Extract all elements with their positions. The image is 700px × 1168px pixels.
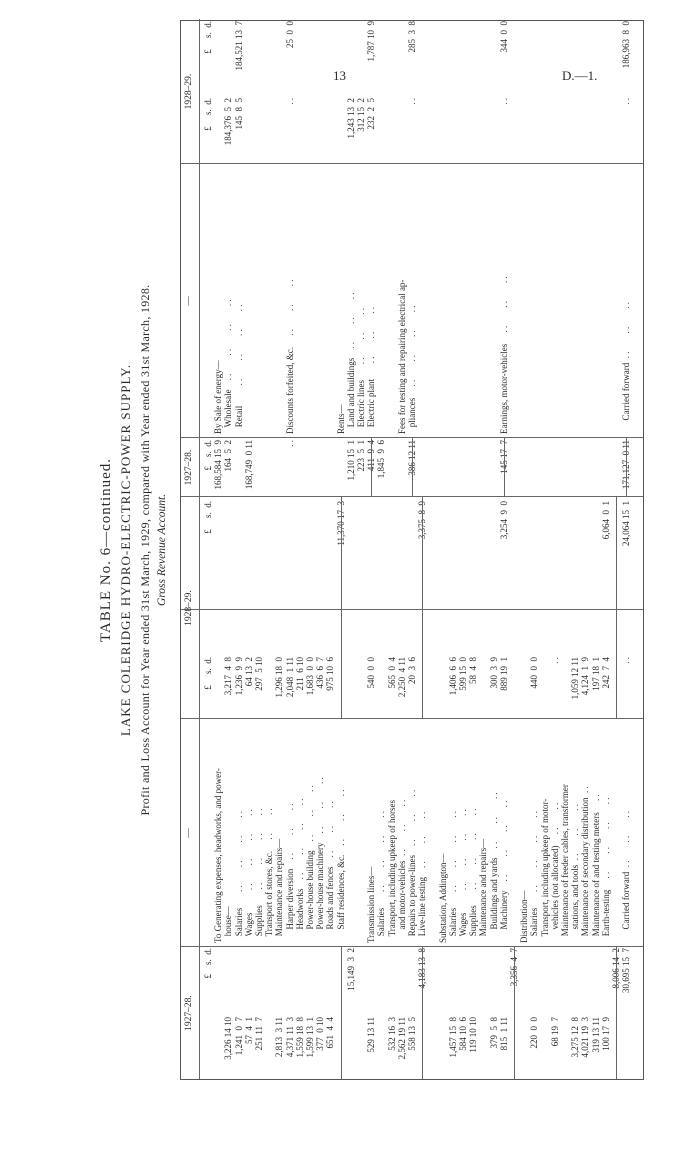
prev-year-item-amount: 815 1 11	[498, 1017, 509, 1051]
prev-year-item-amount: 3,275 12 8	[570, 1017, 581, 1058]
income-cur-year-item-amount: . .	[407, 98, 417, 105]
income-cur-year-total-amount: 285 3 8	[407, 21, 417, 53]
expenditure-item-label: Salaries . . . . . . . .	[447, 811, 458, 943]
income-cur-year-total-amount: £ s. d.	[203, 21, 213, 54]
income-cur-year-item-amount: 312 15 2	[356, 98, 366, 132]
expenditure-item-label: Maintenance of secondary distribution . .	[580, 786, 591, 943]
prev-year-item-amount: 3,226 14 10	[223, 1017, 234, 1060]
prev-year-total-amount: £ s. d.	[203, 948, 213, 979]
income-cur-year-item-amount: . .	[621, 98, 632, 105]
parliamentary-paper-code: D.—1.	[562, 68, 598, 83]
income-cur-year-total-amount: 1,787 10 9	[366, 21, 377, 62]
cur-year-item-amount: 599 15 0	[458, 657, 468, 691]
cur-year-item-amount: 1,236 9 9	[233, 657, 244, 696]
expenditure-item-label: Salaries . . . . . . . .	[376, 811, 387, 943]
income-prev-year-amount: 164 5 2	[223, 440, 234, 472]
subtotal-rule	[341, 947, 342, 1079]
expenditure-item-label: house—	[223, 906, 234, 943]
income-cur-year-item-amount: £ s. d.	[203, 98, 213, 131]
prev-year-item-amount: 1,241 0 7	[233, 1017, 244, 1056]
cur-year-total-amount: 24,064 15 1	[621, 501, 632, 546]
subtotal-rule	[514, 947, 515, 1079]
expenditure-item-label: Carried forward . . . . . .	[621, 811, 632, 943]
income-cur-year-item-amount: 232 2 5	[366, 98, 377, 130]
prev-year-item-amount: 529 13 11	[366, 1017, 377, 1053]
prev-year-total-amount: 30,695 15 7	[621, 948, 632, 993]
expenditure-item-label: To Generating expenses, headworks, and power-	[213, 768, 224, 943]
expenditure-item-label: Transmission lines—	[366, 866, 377, 943]
income-prev-year-amount: 223 5 1	[356, 440, 366, 472]
subtotal-rule	[626, 438, 627, 497]
expenditure-item-label: Salaries . . . . . . . .	[529, 811, 540, 943]
expenditure-item-label: Maintenance and repairs—	[478, 838, 489, 943]
section-title: Gross Revenue Account.	[156, 493, 168, 607]
prev-year-item-amount: 57 4 1	[243, 1017, 254, 1044]
prev-year-total-amount: 8,006 14 2	[611, 948, 621, 989]
expenditure-item-label: Maintenance of and testing meters . .	[590, 794, 601, 943]
cur-year-item-amount: 20 3 6	[407, 657, 417, 684]
cur-year-item-amount: 2,250 4 11	[396, 657, 407, 698]
expenditure-item-label: and motor-vehicles . . . . . .	[396, 799, 407, 943]
prev-year-item-amount: 100 17 9	[600, 1017, 611, 1051]
prev-year-item-amount: 4,021 19 3	[580, 1017, 591, 1058]
income-cur-year-item-amount: 1,243 13 2	[345, 98, 356, 139]
prev-year-item-amount: 1,457 15 8	[447, 1017, 458, 1058]
expenditure-item-label: Transport, including upkeep of motor-	[539, 798, 550, 943]
income-cur-year-item-amount: . .	[498, 98, 509, 105]
cur-year-item-amount: 211 6 10	[294, 657, 305, 691]
income-prev-year-amount: 168,749 0 11	[243, 440, 254, 490]
income-prev-year-amount: 1,845 9 6	[376, 440, 387, 479]
cur-year-item-amount: 2,048 1 11	[284, 657, 295, 698]
column-rule	[181, 718, 643, 719]
prev-year-item-amount: 379 5 8	[488, 1017, 499, 1049]
subtotal-rule	[616, 947, 617, 1079]
header-prev-year-left: 1927–28.	[184, 995, 194, 1031]
income-item-label: By Sale of energy—	[213, 360, 224, 434]
column-rule	[181, 609, 643, 610]
expenditure-item-label: stations, and tools . . . . . .	[570, 804, 581, 943]
cur-year-item-amount: 4,124 1 9	[580, 657, 591, 696]
cur-year-total-amount: 3,375 8 9	[417, 501, 428, 540]
income-cur-year-item-amount: . .	[284, 98, 295, 105]
expenditure-item-label: Distribution—	[519, 890, 530, 943]
page-number: 13	[333, 68, 346, 83]
income-item-label: Electric plant . . . . . .	[366, 307, 377, 434]
income-prev-year-amount: 1,210 15 1	[345, 440, 356, 481]
prev-year-item-amount: 1,599 13 1	[305, 1017, 315, 1058]
cur-year-item-amount: 64 13 2	[243, 657, 254, 687]
cur-year-item-amount: . .	[549, 657, 560, 664]
cur-year-item-amount: 440 0 0	[529, 657, 540, 689]
income-item-label: Discounts forfeited, &c. . . . . . .	[284, 279, 295, 434]
cur-year-item-amount: 1,406 6 6	[447, 657, 458, 696]
income-item-label: Electric lines . . . . . .	[356, 308, 366, 434]
prev-year-item-amount: 319 13 11	[590, 1017, 601, 1053]
income-cur-year-total-amount: 186,963 8 0	[621, 21, 632, 69]
scheme-title: LAKE COLERIDGE HYDRO-ELECTRIC-POWER SUPPLY.	[118, 363, 133, 737]
cur-year-item-amount: 1,059 12 11	[570, 657, 581, 700]
prev-year-item-amount: 220 0 0	[529, 1017, 540, 1049]
income-cur-year-item-amount: 184,376 5 2	[223, 98, 234, 146]
prev-year-item-amount: 377 0 10	[315, 1017, 326, 1051]
cur-year-item-amount: 1,296 18 0	[274, 657, 285, 698]
prev-year-item-amount: 119 10 10	[468, 1017, 479, 1053]
income-cur-year-total-amount: 344 0 0	[498, 21, 509, 53]
cur-year-item-amount: 889 19 1	[498, 657, 509, 691]
expenditure-item-label: Power-house building . . . . . .	[305, 785, 315, 943]
income-cur-year-item-amount: 145 8 5	[233, 98, 244, 130]
expenditure-item-label: Salaries . . . . . . . .	[233, 811, 244, 943]
account-subtitle: Profit and Loss Account for Year ended 31st March, 1929, compared with Year ended 31st March, 1928.	[138, 284, 152, 816]
income-prev-year-amount: £ s. d.	[203, 440, 213, 471]
income-item-label: Fees for testing and repairing electrical ap-	[396, 279, 407, 434]
cur-year-item-amount: £ s. d.	[203, 657, 213, 690]
cur-year-item-amount: 436 6 7	[315, 657, 326, 689]
expenditure-item-label: Staff residences, &c. . . . . . .	[335, 789, 346, 943]
income-item-label: Earnings, motor-vehicles . . . . . .	[498, 276, 509, 434]
cur-year-total-amount: 6,064 0 1	[600, 501, 611, 540]
income-prev-year-amount: 411 9 4	[366, 440, 377, 472]
prev-year-item-amount: 1,559 18 8	[294, 1017, 305, 1058]
table-number: TABLE No. 6—continued.	[98, 457, 114, 643]
cur-year-item-amount: 242 7 4	[600, 657, 611, 689]
prev-year-item-amount: 251 11 7	[254, 1017, 264, 1051]
cur-year-item-amount: 540 0 0	[366, 657, 377, 689]
cur-year-total-amount: 11,370 17 3	[335, 501, 346, 546]
income-cur-year-total-amount: 184,521 13 7	[233, 21, 244, 71]
cur-year-total-amount: £ s. d.	[203, 501, 213, 534]
income-cur-year-total-amount: 25 0 0	[284, 21, 295, 48]
cur-year-item-amount: 1,683 0 0	[305, 657, 315, 696]
header-rule	[199, 19, 200, 1079]
expenditure-item-label: Wages . . . . . . . .	[458, 809, 468, 943]
header-dash-left: —	[184, 828, 194, 838]
expenditure-item-label: Live-line testing . . . . . .	[417, 811, 428, 943]
prev-year-item-amount: 68 19 7	[549, 1017, 560, 1047]
cur-year-total-amount: 3,254 9 0	[498, 501, 509, 540]
prev-year-total-amount: 15,149 3 2	[345, 948, 356, 991]
expenditure-item-label: Earth-testing . . . . . . . .	[600, 797, 611, 943]
header-dash-right: —	[184, 296, 194, 306]
income-item-label: Rents—	[335, 404, 346, 434]
expenditure-item-label: Supplies . . . . . . . .	[468, 808, 479, 943]
cur-year-item-amount: 975 10 6	[325, 657, 336, 691]
cur-year-item-amount: 565 0 4	[386, 657, 397, 689]
income-item-label: Carried forward . . . . . .	[621, 302, 632, 434]
income-item-label: Wholesale . . . . . . . .	[223, 299, 234, 434]
income-prev-year-amount: 386 12 11	[407, 440, 417, 476]
expenditure-item-label: Harper diversion . . . . . .	[284, 803, 295, 943]
subtotal-rule	[341, 497, 342, 719]
prev-year-item-amount: 558 13 5	[407, 1017, 417, 1051]
cur-year-item-amount: 3,217 4 8	[223, 657, 234, 696]
subtotal-rule	[504, 438, 505, 497]
subtotal-rule	[616, 497, 617, 719]
prev-year-total-amount: 3,356 4 7	[509, 948, 519, 987]
header-cur-year-right: 1928–29.	[184, 73, 194, 110]
expenditure-item-label: Roads and fences . . . . . .	[325, 801, 336, 943]
column-rule	[181, 163, 643, 164]
subtotal-rule	[422, 497, 423, 719]
expenditure-item-label: vehicles (not allocated) . . . .	[549, 802, 560, 943]
cur-year-item-amount: 300 3 9	[488, 657, 499, 689]
cur-year-item-amount: 297 5 10	[254, 657, 264, 691]
prev-year-item-amount: 584 10 6	[458, 1017, 468, 1051]
prev-year-item-amount: 2,813 3 11	[274, 1017, 285, 1058]
expenditure-item-label: Buildings and yards . . . . . .	[488, 792, 499, 943]
expenditure-item-label: Transport of stores, &c. . . . .	[264, 808, 275, 943]
expenditure-item-label: Power-house machinery . . . . . .	[315, 777, 326, 943]
gross-revenue-table	[180, 20, 644, 1080]
income-item-label: pliances . . . . . . . .	[407, 305, 417, 434]
expenditure-item-label: Maintenance and repairs—	[274, 838, 285, 943]
rotated-table-page	[96, 20, 656, 1080]
expenditure-item-label: Repairs to power-lines . . . . . .	[407, 789, 417, 943]
income-prev-year-amount: 171,127 0 11	[621, 440, 632, 490]
expenditure-item-label: Wages . . . . . . . .	[243, 809, 254, 943]
prev-year-total-amount: 4,183 13 8	[417, 948, 428, 989]
expenditure-item-label: Machinery . . . . . . . .	[498, 800, 509, 943]
prev-year-item-amount: 4,371 11 3	[284, 1017, 295, 1058]
income-prev-year-amount: 145 17 7	[498, 440, 509, 474]
expenditure-item-label: Transport, including upkeep of horses	[386, 800, 397, 943]
subtotal-rule	[371, 438, 372, 497]
expenditure-item-label: Supplies . . . . . . . .	[254, 808, 264, 943]
income-item-label: Land and buildings . . . . . .	[345, 292, 356, 434]
header-prev-year-right: 1927–28.	[184, 449, 194, 486]
income-item-label: Retail . . . . . . . .	[233, 304, 244, 434]
prev-year-item-amount: 532 16 3	[386, 1017, 397, 1051]
income-prev-year-amount: . .	[284, 440, 295, 447]
cur-year-item-amount: 58 4 8	[468, 657, 479, 684]
expenditure-item-label: Substation, Addington—	[437, 853, 448, 943]
prev-year-item-amount: 651 4 4	[325, 1017, 336, 1049]
subtotal-rule	[412, 438, 413, 497]
column-rule	[181, 946, 643, 947]
income-prev-year-amount: 168,584 15 9	[213, 440, 224, 490]
expenditure-item-label: Headworks . . . . . . . .	[294, 798, 305, 943]
subtotal-rule	[422, 947, 423, 1079]
cur-year-item-amount: . .	[621, 657, 632, 664]
header-cur-year-left: 1928–29.	[184, 590, 194, 626]
expenditure-item-label: Maintenance of feeder cables, transformer	[560, 784, 570, 943]
cur-year-item-amount: 197 18 1	[590, 657, 601, 691]
prev-year-item-amount: 2,562 19 11	[396, 1017, 407, 1060]
